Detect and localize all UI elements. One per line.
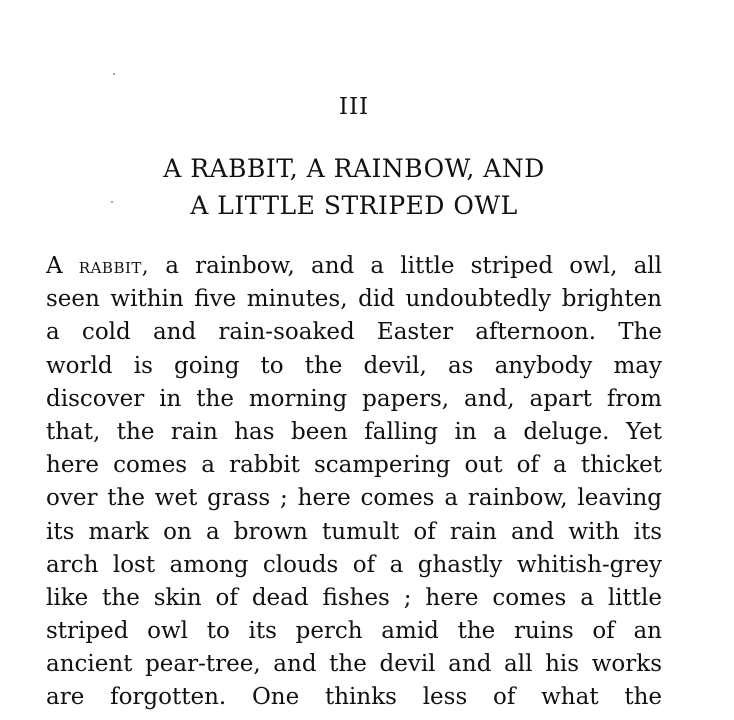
chapter-title-line: A LITTLE STRIPED OWL xyxy=(190,191,518,220)
opening-line-rest: a rainbow, and a little striped owl, all xyxy=(149,253,662,279)
text-line: striped owl to its perch amid the ruins of an xyxy=(46,618,662,645)
opening-letter: A xyxy=(46,253,63,279)
text-line: seen within five minutes, did undoubtedly brighten xyxy=(46,286,662,313)
text-line: over the wet grass ; here comes a rainbow, leaving xyxy=(46,485,662,512)
text-line: here comes a rabbit scampering out of a thicket xyxy=(46,452,662,479)
chapter-title-line: A RABBIT, A RAINBOW, AND xyxy=(163,154,545,183)
text-line-first xyxy=(46,250,662,283)
chapter-number: III xyxy=(338,94,370,120)
chapter-body-text xyxy=(46,250,662,715)
text-line: are forgotten. One thinks less of what the xyxy=(46,684,662,711)
text-line: discover in the morning papers, and, apart from xyxy=(46,385,662,412)
text-line: arch lost among clouds of a ghastly whitish-grey xyxy=(46,551,662,578)
text-line: world is going to the devil, as anybody may xyxy=(46,352,662,379)
text-line: a cold and rain-soaked Easter afternoon. The xyxy=(46,319,662,346)
text-line: ancient pear-tree, and the devil and all his works xyxy=(46,651,662,678)
chapter-title xyxy=(0,150,708,224)
paper-speck xyxy=(113,73,115,75)
text-line: like the skin of dead fishes ; here comes a little xyxy=(46,584,662,611)
opening-small-caps: rabbit, xyxy=(78,254,150,278)
text-line: that, the rain has been falling in a deluge. Yet xyxy=(46,418,662,445)
text-line: its mark on a brown tumult of rain and with its xyxy=(46,518,662,545)
